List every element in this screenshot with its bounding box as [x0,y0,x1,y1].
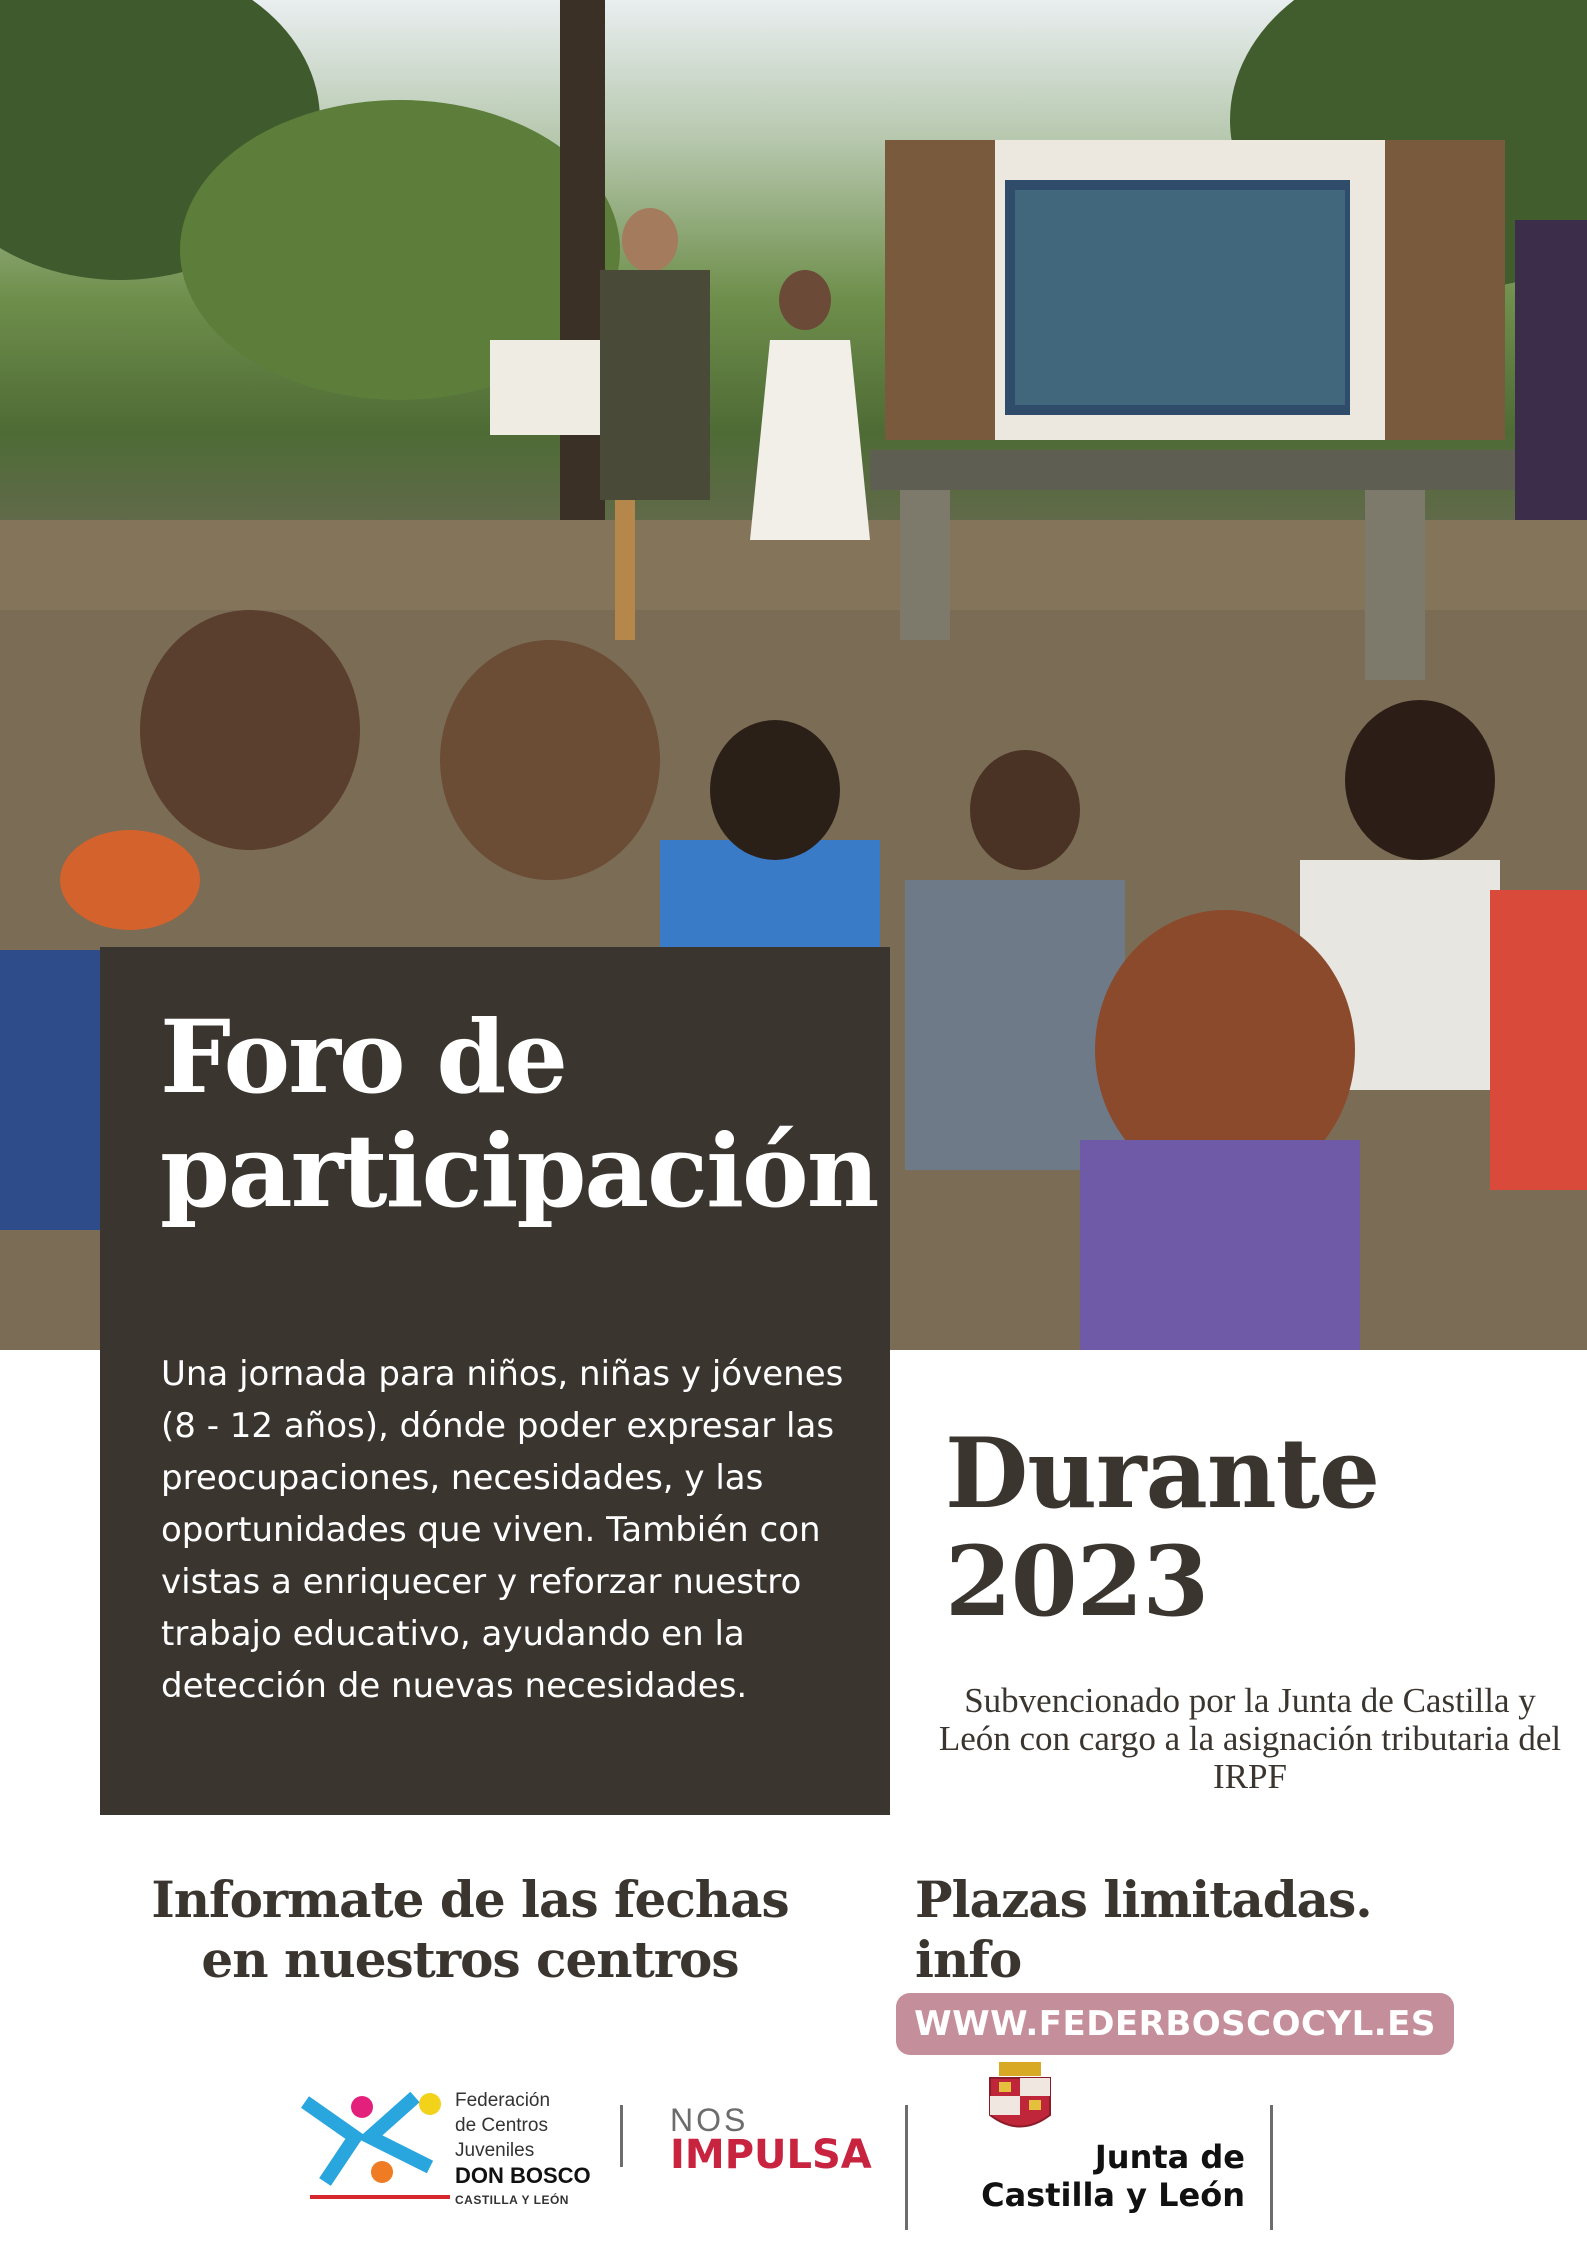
dates-info-line-1: Informate de las fechas [151,1870,789,1929]
logo-separator-3 [1270,2105,1273,2230]
title-line-1: Foro de [160,998,566,1116]
federation-line-2: de Centros [455,2115,548,2136]
title-line-2: participación [160,1112,878,1230]
federation-line-4: DON BOSCO [455,2163,591,2188]
junta-line-2: Castilla y León [981,2176,1245,2214]
logo-separator-1 [620,2105,623,2167]
event-description: Una jornada para niños, niñas y jóvenes (8 - 12 años), dónde poder expresar las preocupaciones, necesidades, y las oportunidades que viven. También con vistas a enriquecer y reforzar nuestro trabajo educativo, ayudando en la detección de nuevas necesidades. [161,1354,844,1706]
places-line-2: info [915,1930,1022,1989]
dates-info-line-2: en nuestros centros [201,1930,739,1989]
logo-separator-2 [905,2105,908,2230]
junta-logo-text [965,2138,1245,2214]
nos-logo-text: NOS [670,2102,749,2138]
federation-line-3: Juveniles [455,2140,535,2161]
places-line-1: Plazas limitadas. [915,1870,1372,1929]
website-link[interactable] [896,1993,1454,2055]
federation-line-5: CASTILLA Y LEÓN [455,2193,569,2207]
period-line-2: 2023 [945,1525,1209,1638]
junta-line-1: Junta de [1094,2138,1245,2176]
page-title [160,1000,880,1228]
event-period [945,1417,1545,1638]
places-heading [915,1870,1555,1990]
impulsa-logo-text: IMPULSA [670,2132,872,2178]
federation-logo-text [455,2088,605,2213]
dates-info-heading [100,1870,840,1990]
subsidy-note: Subvencionado por la Junta de Castilla y León con cargo a la asignación tributaria del IRPF [938,1681,1562,1796]
castilla-leon-coat-of-arms-icon [985,2060,1055,2140]
period-line-1: Durante [945,1417,1380,1530]
federation-line-1: Federación [455,2090,551,2111]
don-bosco-federation-logo-icon [300,2082,460,2207]
website-url: WWW.FEDERBOSCOCYL.ES [914,2004,1436,2044]
